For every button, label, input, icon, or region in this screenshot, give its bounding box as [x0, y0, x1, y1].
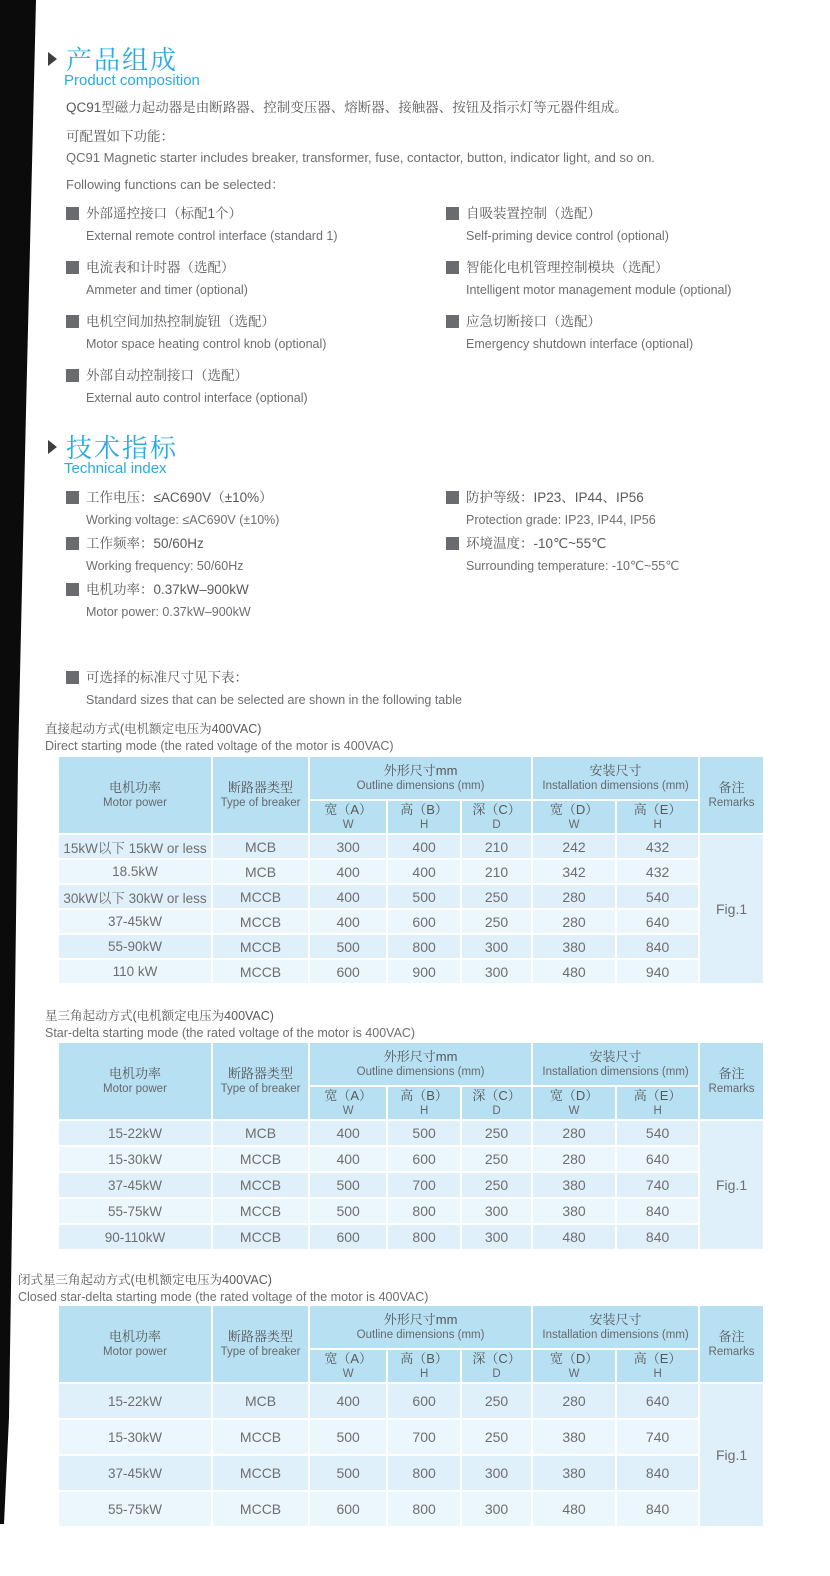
spec-list-left [66, 486, 441, 624]
cell: 37-45kW [58, 1455, 212, 1491]
cell: 840 [616, 1224, 699, 1250]
sub-header-depth-c: 深（C） D [461, 800, 532, 834]
cell: 300 [461, 1224, 532, 1250]
table-row [58, 1455, 764, 1491]
square-bullet-icon [66, 583, 79, 596]
cell: 700 [387, 1172, 461, 1198]
remark-cell: Fig.1 [699, 1120, 764, 1250]
col-motor-power-header: 电机功率 Motor power [58, 1305, 212, 1383]
cell: 90-110kW [58, 1224, 212, 1250]
spec-label-en: Working frequency: 50/60Hz [86, 559, 244, 573]
outline-dimensions-header: 外形尺寸mm Outline dimensions (mm) [309, 756, 532, 800]
col-breaker-type-header: 断路器类型 Type of breaker [212, 1042, 309, 1120]
sub-header-depth-c: 深（C） D [461, 1349, 532, 1383]
spec-label-cn: 防护等级：IP23、IP44、IP56 [446, 486, 816, 509]
cell: 500 [309, 1198, 387, 1224]
cell: 110 kW [58, 959, 212, 984]
cell: 480 [532, 959, 616, 984]
sub-header-width-d: 宽（D） W [532, 800, 616, 834]
cell: 380 [532, 1198, 616, 1224]
square-bullet-icon [66, 537, 79, 550]
cell: 30kW以下 30kW or less [58, 884, 212, 909]
cell: 900 [387, 959, 461, 984]
feature-label-en: Ammeter and timer (optional) [86, 283, 248, 297]
cell: MCB [212, 1383, 309, 1419]
cell: 250 [461, 909, 532, 934]
table1-caption-cn: 直接起动方式(电机额定电压为400VAC) [45, 722, 262, 736]
cell: 432 [616, 859, 699, 884]
table-row [58, 909, 764, 934]
col-breaker-type-header: 断路器类型 Type of breaker [212, 756, 309, 834]
cell: 400 [387, 859, 461, 884]
sub-header-width-a: 宽（A） W [309, 1086, 387, 1120]
cell: 500 [309, 1455, 387, 1491]
feature-item [66, 310, 441, 355]
sub-header-depth-c: 深（C） D [461, 1086, 532, 1120]
cell: 15-22kW [58, 1120, 212, 1146]
spec-list-right [446, 486, 816, 578]
table-row [58, 1120, 764, 1146]
cell: MCB [212, 1120, 309, 1146]
cell: 600 [309, 1224, 387, 1250]
feature-label-en: Motor space heating control knob (optional) [86, 337, 327, 351]
cell: 300 [309, 834, 387, 859]
intro-line: QC91 Magnetic starter includes breaker, transformer, fuse, contactor, button, indicator light, and so on. [66, 150, 655, 165]
feature-label-cn: 外部遥控接口（标配1个） [66, 202, 441, 225]
sub-header-height-b: 高（B） H [387, 800, 461, 834]
cell: 15kW以下 15kW or less [58, 834, 212, 859]
cell: 280 [532, 1120, 616, 1146]
cell: 540 [616, 1120, 699, 1146]
table-row [58, 884, 764, 909]
cell: 700 [387, 1419, 461, 1455]
cell: 37-45kW [58, 909, 212, 934]
spec-label-en: Protection grade: IP23, IP44, IP56 [466, 513, 656, 527]
cell: MCB [212, 834, 309, 859]
feature-item [66, 256, 441, 301]
cell: 800 [387, 1455, 461, 1491]
cell: 250 [461, 1120, 532, 1146]
cell: 500 [309, 934, 387, 959]
cell: 15-30kW [58, 1146, 212, 1172]
square-bullet-icon [446, 207, 459, 220]
square-bullet-icon [446, 537, 459, 550]
cell: MCCB [212, 1491, 309, 1527]
cell: 280 [532, 1383, 616, 1419]
feature-list-right [446, 202, 816, 364]
cell: 250 [461, 1146, 532, 1172]
spec-label-en: Motor power: 0.37kW–900kW [86, 605, 251, 619]
table-row [58, 834, 764, 859]
section-title-en: Technical index [64, 460, 167, 477]
cell: 600 [387, 1383, 461, 1419]
section-title-en: Product composition [64, 72, 200, 89]
feature-list-left [66, 202, 441, 418]
table-row [58, 859, 764, 884]
cell: 250 [461, 1419, 532, 1455]
sub-header-height-e: 高（E） H [616, 1349, 699, 1383]
sub-header-height-e: 高（E） H [616, 800, 699, 834]
installation-dimensions-header: 安装尺寸 Installation dimensions (mm) [532, 1042, 699, 1086]
spec-item [66, 532, 441, 577]
spec-label-cn: 电机功率：0.37kW–900kW [66, 578, 441, 601]
cell: MCCB [212, 934, 309, 959]
sizes-note-cn: 可选择的标准尺寸见下表： [66, 666, 248, 689]
cell: 400 [309, 884, 387, 909]
table-row [58, 1383, 764, 1419]
cell: 300 [461, 934, 532, 959]
spec-item [66, 578, 441, 623]
cell: 740 [616, 1419, 699, 1455]
cell: 300 [461, 959, 532, 984]
cell: 400 [309, 1146, 387, 1172]
table-row [58, 1198, 764, 1224]
square-bullet-icon [66, 207, 79, 220]
cell: MCCB [212, 909, 309, 934]
feature-item [446, 256, 816, 301]
cell: 380 [532, 934, 616, 959]
triangle-bullet-icon [48, 52, 57, 66]
cell: 800 [387, 1491, 461, 1527]
cell: 15-30kW [58, 1419, 212, 1455]
section-title-cn: 产品组成 [66, 45, 179, 75]
cell: 18.5kW [58, 859, 212, 884]
spec-item [446, 532, 816, 577]
feature-item [66, 202, 441, 247]
sub-header-height-e: 高（E） H [616, 1086, 699, 1120]
cell: 280 [532, 909, 616, 934]
sub-header-width-d: 宽（D） W [532, 1349, 616, 1383]
cell: 480 [532, 1224, 616, 1250]
square-bullet-icon [446, 315, 459, 328]
cell: 210 [461, 834, 532, 859]
table2-caption-cn: 星三角起动方式(电机额定电压为400VAC) [45, 1009, 274, 1023]
feature-label-cn: 应急切断接口（选配） [446, 310, 816, 333]
cell: 800 [387, 1224, 461, 1250]
cell: 800 [387, 1198, 461, 1224]
feature-item [446, 202, 816, 247]
square-bullet-icon [66, 369, 79, 382]
square-bullet-icon [446, 261, 459, 274]
sub-header-width-a: 宽（A） W [309, 800, 387, 834]
cell: 55-75kW [58, 1491, 212, 1527]
feature-label-cn: 自吸装置控制（选配） [446, 202, 816, 225]
outline-dimensions-header: 外形尺寸mm Outline dimensions (mm) [309, 1042, 532, 1086]
cell: 342 [532, 859, 616, 884]
square-bullet-icon [446, 491, 459, 504]
table-row [58, 1491, 764, 1527]
cell: 840 [616, 1198, 699, 1224]
cell: 15-22kW [58, 1383, 212, 1419]
cell: MCCB [212, 884, 309, 909]
cell: 400 [309, 859, 387, 884]
table-row [58, 1224, 764, 1250]
sub-header-height-b: 高（B） H [387, 1349, 461, 1383]
cell: 380 [532, 1455, 616, 1491]
installation-dimensions-header: 安装尺寸 Installation dimensions (mm) [532, 1305, 699, 1349]
cell: 840 [616, 934, 699, 959]
cell: 300 [461, 1491, 532, 1527]
col-breaker-type-header: 断路器类型 Type of breaker [212, 1305, 309, 1383]
cell: MCCB [212, 1172, 309, 1198]
col-motor-power-header: 电机功率 Motor power [58, 1042, 212, 1120]
cell: 300 [461, 1198, 532, 1224]
remarks-header: 备注 Remarks [699, 756, 764, 834]
sizes-note-en: Standard sizes that can be selected are shown in the following table [86, 693, 462, 707]
cell: 480 [532, 1491, 616, 1527]
intro-line: Following functions can be selected： [66, 177, 285, 192]
square-bullet-icon [66, 261, 79, 274]
cell: 600 [309, 1491, 387, 1527]
cell: 600 [387, 1146, 461, 1172]
table2-caption-en: Star-delta starting mode (the rated voltage of the motor is 400VAC) [45, 1026, 416, 1040]
cell: 500 [387, 1120, 461, 1146]
cell: 740 [616, 1172, 699, 1198]
table-direct-starting [57, 755, 765, 985]
table3-caption-cn: 闭式星三角起动方式(电机额定电压为400VAC) [18, 1273, 272, 1287]
cell: 540 [616, 884, 699, 909]
cell: 400 [309, 1120, 387, 1146]
col-motor-power-header: 电机功率 Motor power [58, 756, 212, 834]
triangle-bullet-icon [48, 440, 57, 454]
remark-cell: Fig.1 [699, 834, 764, 984]
outline-dimensions-header: 外形尺寸mm Outline dimensions (mm) [309, 1305, 532, 1349]
cell: 250 [461, 1383, 532, 1419]
table-row [58, 1419, 764, 1455]
table-closed-star-delta [57, 1304, 765, 1528]
sub-header-height-b: 高（B） H [387, 1086, 461, 1120]
feature-label-en: Emergency shutdown interface (optional) [466, 337, 694, 351]
cell: 600 [309, 959, 387, 984]
cell: 280 [532, 1146, 616, 1172]
cell: 55-90kW [58, 934, 212, 959]
cell: 55-75kW [58, 1198, 212, 1224]
cell: 840 [616, 1455, 699, 1491]
table-row [58, 934, 764, 959]
cell: 37-45kW [58, 1172, 212, 1198]
cell: 300 [461, 1455, 532, 1491]
cell: 210 [461, 859, 532, 884]
cell: 250 [461, 1172, 532, 1198]
table-row [58, 1146, 764, 1172]
feature-label-cn: 电流表和计时器（选配） [66, 256, 441, 279]
feature-label-cn: 外部自动控制接口（选配） [66, 364, 441, 387]
cell: MCCB [212, 1146, 309, 1172]
cell: MCCB [212, 959, 309, 984]
cell: 500 [309, 1419, 387, 1455]
square-bullet-icon [66, 315, 79, 328]
spec-label-cn: 工作频率：50/60Hz [66, 532, 441, 555]
table3-caption-en: Closed star-delta starting mode (the rated voltage of the motor is 400VAC) [18, 1290, 429, 1304]
cell: MCCB [212, 1419, 309, 1455]
cell: MCCB [212, 1455, 309, 1491]
feature-label-cn: 电机空间加热控制旋钮（选配） [66, 310, 441, 333]
cell: 940 [616, 959, 699, 984]
cell: 280 [532, 884, 616, 909]
remarks-header: 备注 Remarks [699, 1305, 764, 1383]
feature-item [446, 310, 816, 355]
feature-label-en: Self-priming device control (optional) [466, 229, 669, 243]
cell: 432 [616, 834, 699, 859]
cell: 600 [387, 909, 461, 934]
table1-caption-en: Direct starting mode (the rated voltage of the motor is 400VAC) [45, 739, 394, 753]
cell: 242 [532, 834, 616, 859]
remarks-header: 备注 Remarks [699, 1042, 764, 1120]
intro-line: QC91型磁力起动器是由断路器、控制变压器、熔断器、接触器、按钮及指示灯等元器件组成。 [66, 100, 628, 115]
spec-label-en: Surrounding temperature: -10℃~55℃ [466, 559, 680, 573]
feature-label-en: Intelligent motor management module (optional) [466, 283, 732, 297]
cell: MCCB [212, 1224, 309, 1250]
intro-line: 可配置如下功能： [66, 129, 174, 144]
installation-dimensions-header: 安装尺寸 Installation dimensions (mm) [532, 756, 699, 800]
cell: 380 [532, 1172, 616, 1198]
cell: 380 [532, 1419, 616, 1455]
cell: 250 [461, 884, 532, 909]
square-bullet-icon [66, 671, 79, 684]
sub-header-width-d: 宽（D） W [532, 1086, 616, 1120]
cell: MCB [212, 859, 309, 884]
spec-label-en: Working voltage: ≤AC690V (±10%) [86, 513, 280, 527]
cell: 640 [616, 1383, 699, 1419]
table-star-delta [57, 1041, 765, 1251]
remark-cell: Fig.1 [699, 1383, 764, 1527]
spec-item [66, 486, 441, 531]
cell: 640 [616, 1146, 699, 1172]
feature-label-cn: 智能化电机管理控制模块（选配） [446, 256, 816, 279]
square-bullet-icon [66, 491, 79, 504]
sub-header-width-a: 宽（A） W [309, 1349, 387, 1383]
cell: MCCB [212, 1198, 309, 1224]
cell: 840 [616, 1491, 699, 1527]
cell: 500 [387, 884, 461, 909]
feature-label-en: External remote control interface (standard 1) [86, 229, 338, 243]
table-row [58, 959, 764, 984]
feature-label-en: External auto control interface (optional) [86, 391, 308, 405]
spec-label-cn: 环境温度：-10℃~55℃ [446, 532, 816, 555]
cell: 400 [309, 1383, 387, 1419]
cell: 800 [387, 934, 461, 959]
cell: 500 [309, 1172, 387, 1198]
table-row [58, 1172, 764, 1198]
spec-label-cn: 工作电压：≤AC690V（±10%） [66, 486, 441, 509]
spec-item [446, 486, 816, 531]
cell: 400 [387, 834, 461, 859]
feature-item [66, 364, 441, 409]
cell: 400 [309, 909, 387, 934]
section-title-cn: 技术指标 [66, 433, 179, 463]
cell: 640 [616, 909, 699, 934]
